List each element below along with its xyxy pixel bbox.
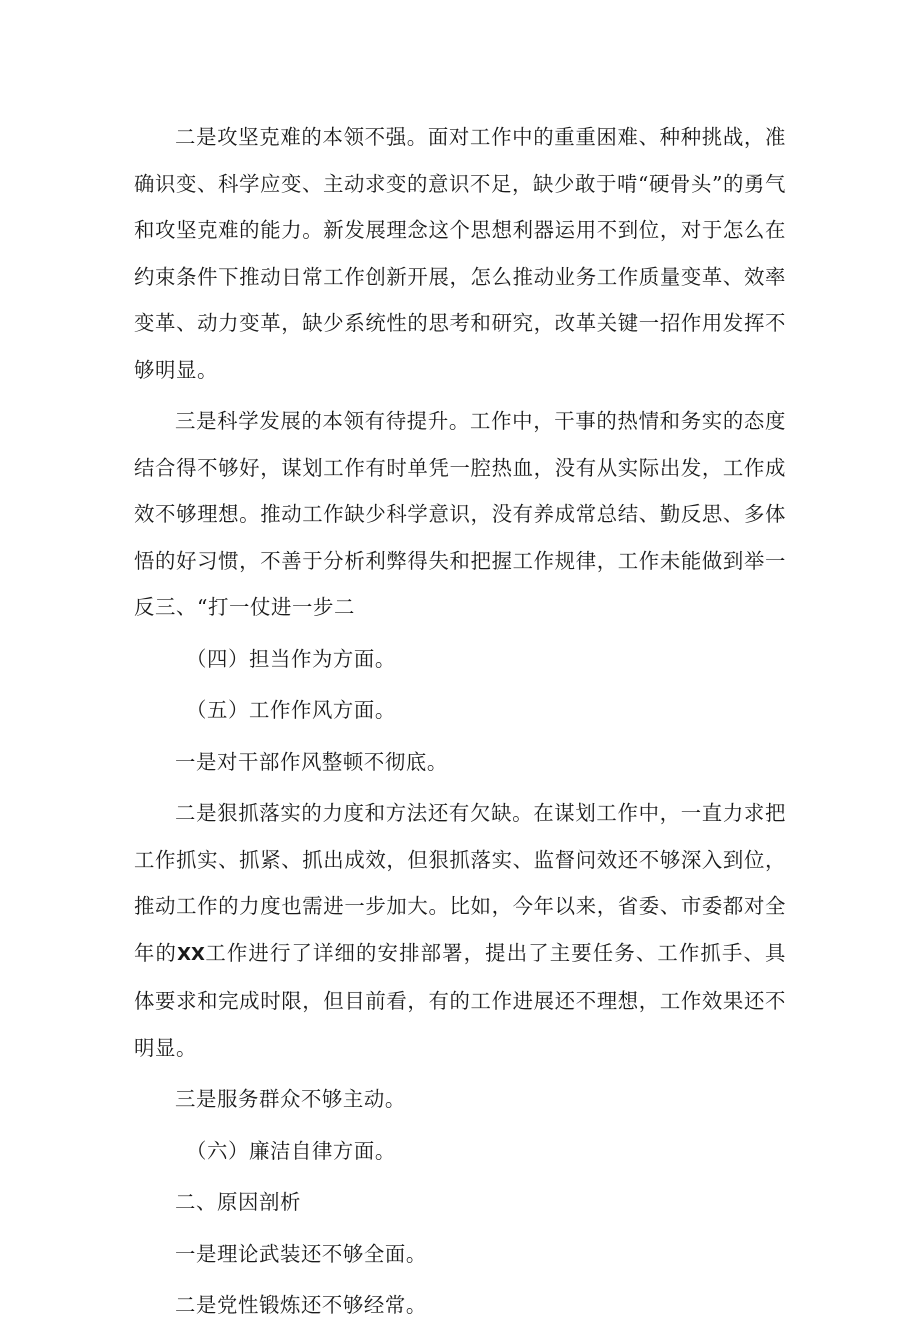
paragraph-5: 三是服务群众不够主动。 [175, 1087, 406, 1111]
section-heading-4: （四）担当作为方面。 [186, 646, 396, 671]
placeholder-xx: XX [177, 943, 205, 965]
paragraph-3: 一是对干部作风整顿不彻底。 [175, 749, 448, 774]
section-heading-analysis: 二、原因剖析 [175, 1190, 301, 1214]
section-heading-6: （六）廉洁自律方面。 [186, 1138, 396, 1163]
paragraph-4 [134, 790, 786, 1071]
paragraph-2: 三是科学发展的本领有待提升。工作中，干事的热情和务实的态度结合得不够好，谋划工作有时单凭一腔热血，没有从实际出发，工作成效不够理想。推动工作缺少科学意识，没有养成常总结、勤反思、多体悟的好习惯，不善于分析利弊得失和把握工作规律，工作未能做到举一反三、“打一仗进一步二 [134, 409, 786, 619]
section-heading-5: （五）工作作风方面。 [186, 698, 396, 722]
paragraph-4-part-1: 二是狠抓落实的力度和方法还有欠缺。在谋划工作中，一直力求把工作抓实、抓紧、抓出成效，但狠抓落实、监督问效还不够深入到位，推动工作的力度也需进一步加大。比如，今年以来，省委、市委都对全年的 [134, 801, 786, 965]
paragraph-4-part-2: 工作进行了详细的安排部署，提出了主要任务、工作抓手、具体要求和完成时限，但目前看，有的工作进展还不理想，工作效果还不明显。 [134, 940, 787, 1060]
document-body [134, 114, 786, 1334]
paragraph-1: 二是攻坚克难的本领不强。面对工作中的重重困难、种种挑战，准确识变、科学应变、主动求变的意识不足，缺少敢于啃“硬骨头”的勇气和攻坚克难的能力。新发展理念这个思想利器运用不到位，对于怎么在约束条件下推动日常工作创新开展，怎么推动业务工作质量变革、效率变革、动力变革，缺少系统性的思考和研究，改革关键一招作用发挥不够明显。 [134, 125, 786, 382]
paragraph-7: 二是党性锻炼还不够经常。 [175, 1293, 427, 1317]
paragraph-6: 一是理论武装还不够全面。 [175, 1241, 427, 1266]
